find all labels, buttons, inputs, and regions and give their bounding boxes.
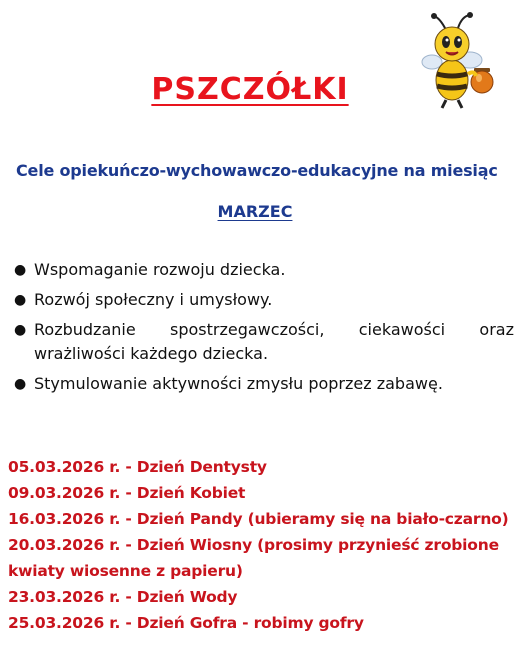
bullet-icon: ● (14, 262, 27, 278)
goal-text: Stymulowanie aktywności zmysłu poprzez zabawę. (34, 374, 443, 393)
bullet-icon: ● (14, 376, 27, 392)
month-heading: MARZEC (217, 202, 293, 221)
events-list (8, 454, 523, 636)
event-item: 20.03.2026 r. - Dzień Wiosny (prosimy przynieść zrobione (8, 536, 499, 554)
event-item: 09.03.2026 r. - Dzień Kobiet (8, 484, 246, 502)
goals-list (14, 258, 514, 402)
goal-text: Rozbudzanie spostrzegawczości, ciekawości oraz wrażliwości każdego dziecka. (34, 320, 514, 363)
goal-item (14, 318, 514, 366)
goal-item (14, 258, 514, 282)
goal-item (14, 372, 514, 396)
goal-text: Wspomaganie rozwoju dziecka. (34, 260, 286, 279)
bullet-icon: ● (14, 322, 27, 338)
goal-text: Rozwój społeczny i umysłowy. (34, 290, 273, 309)
event-item-continuation: kwiaty wiosenne z papieru) (8, 562, 243, 580)
event-item: 25.03.2026 r. - Dzień Gofra - robimy gofry (8, 614, 364, 632)
goals-heading: Cele opiekuńczo-wychowawczo-edukacyjne na miesiąc (16, 161, 498, 180)
bullet-icon: ● (14, 292, 27, 308)
event-item: 23.03.2026 r. - Dzień Wody (8, 588, 238, 606)
event-item: 16.03.2026 r. - Dzień Pandy (ubieramy się na biało-czarno) (8, 510, 509, 528)
page-title: PSZCZÓŁKI (151, 72, 349, 107)
goal-item (14, 288, 514, 312)
event-item: 05.03.2026 r. - Dzień Dentysty (8, 458, 267, 476)
